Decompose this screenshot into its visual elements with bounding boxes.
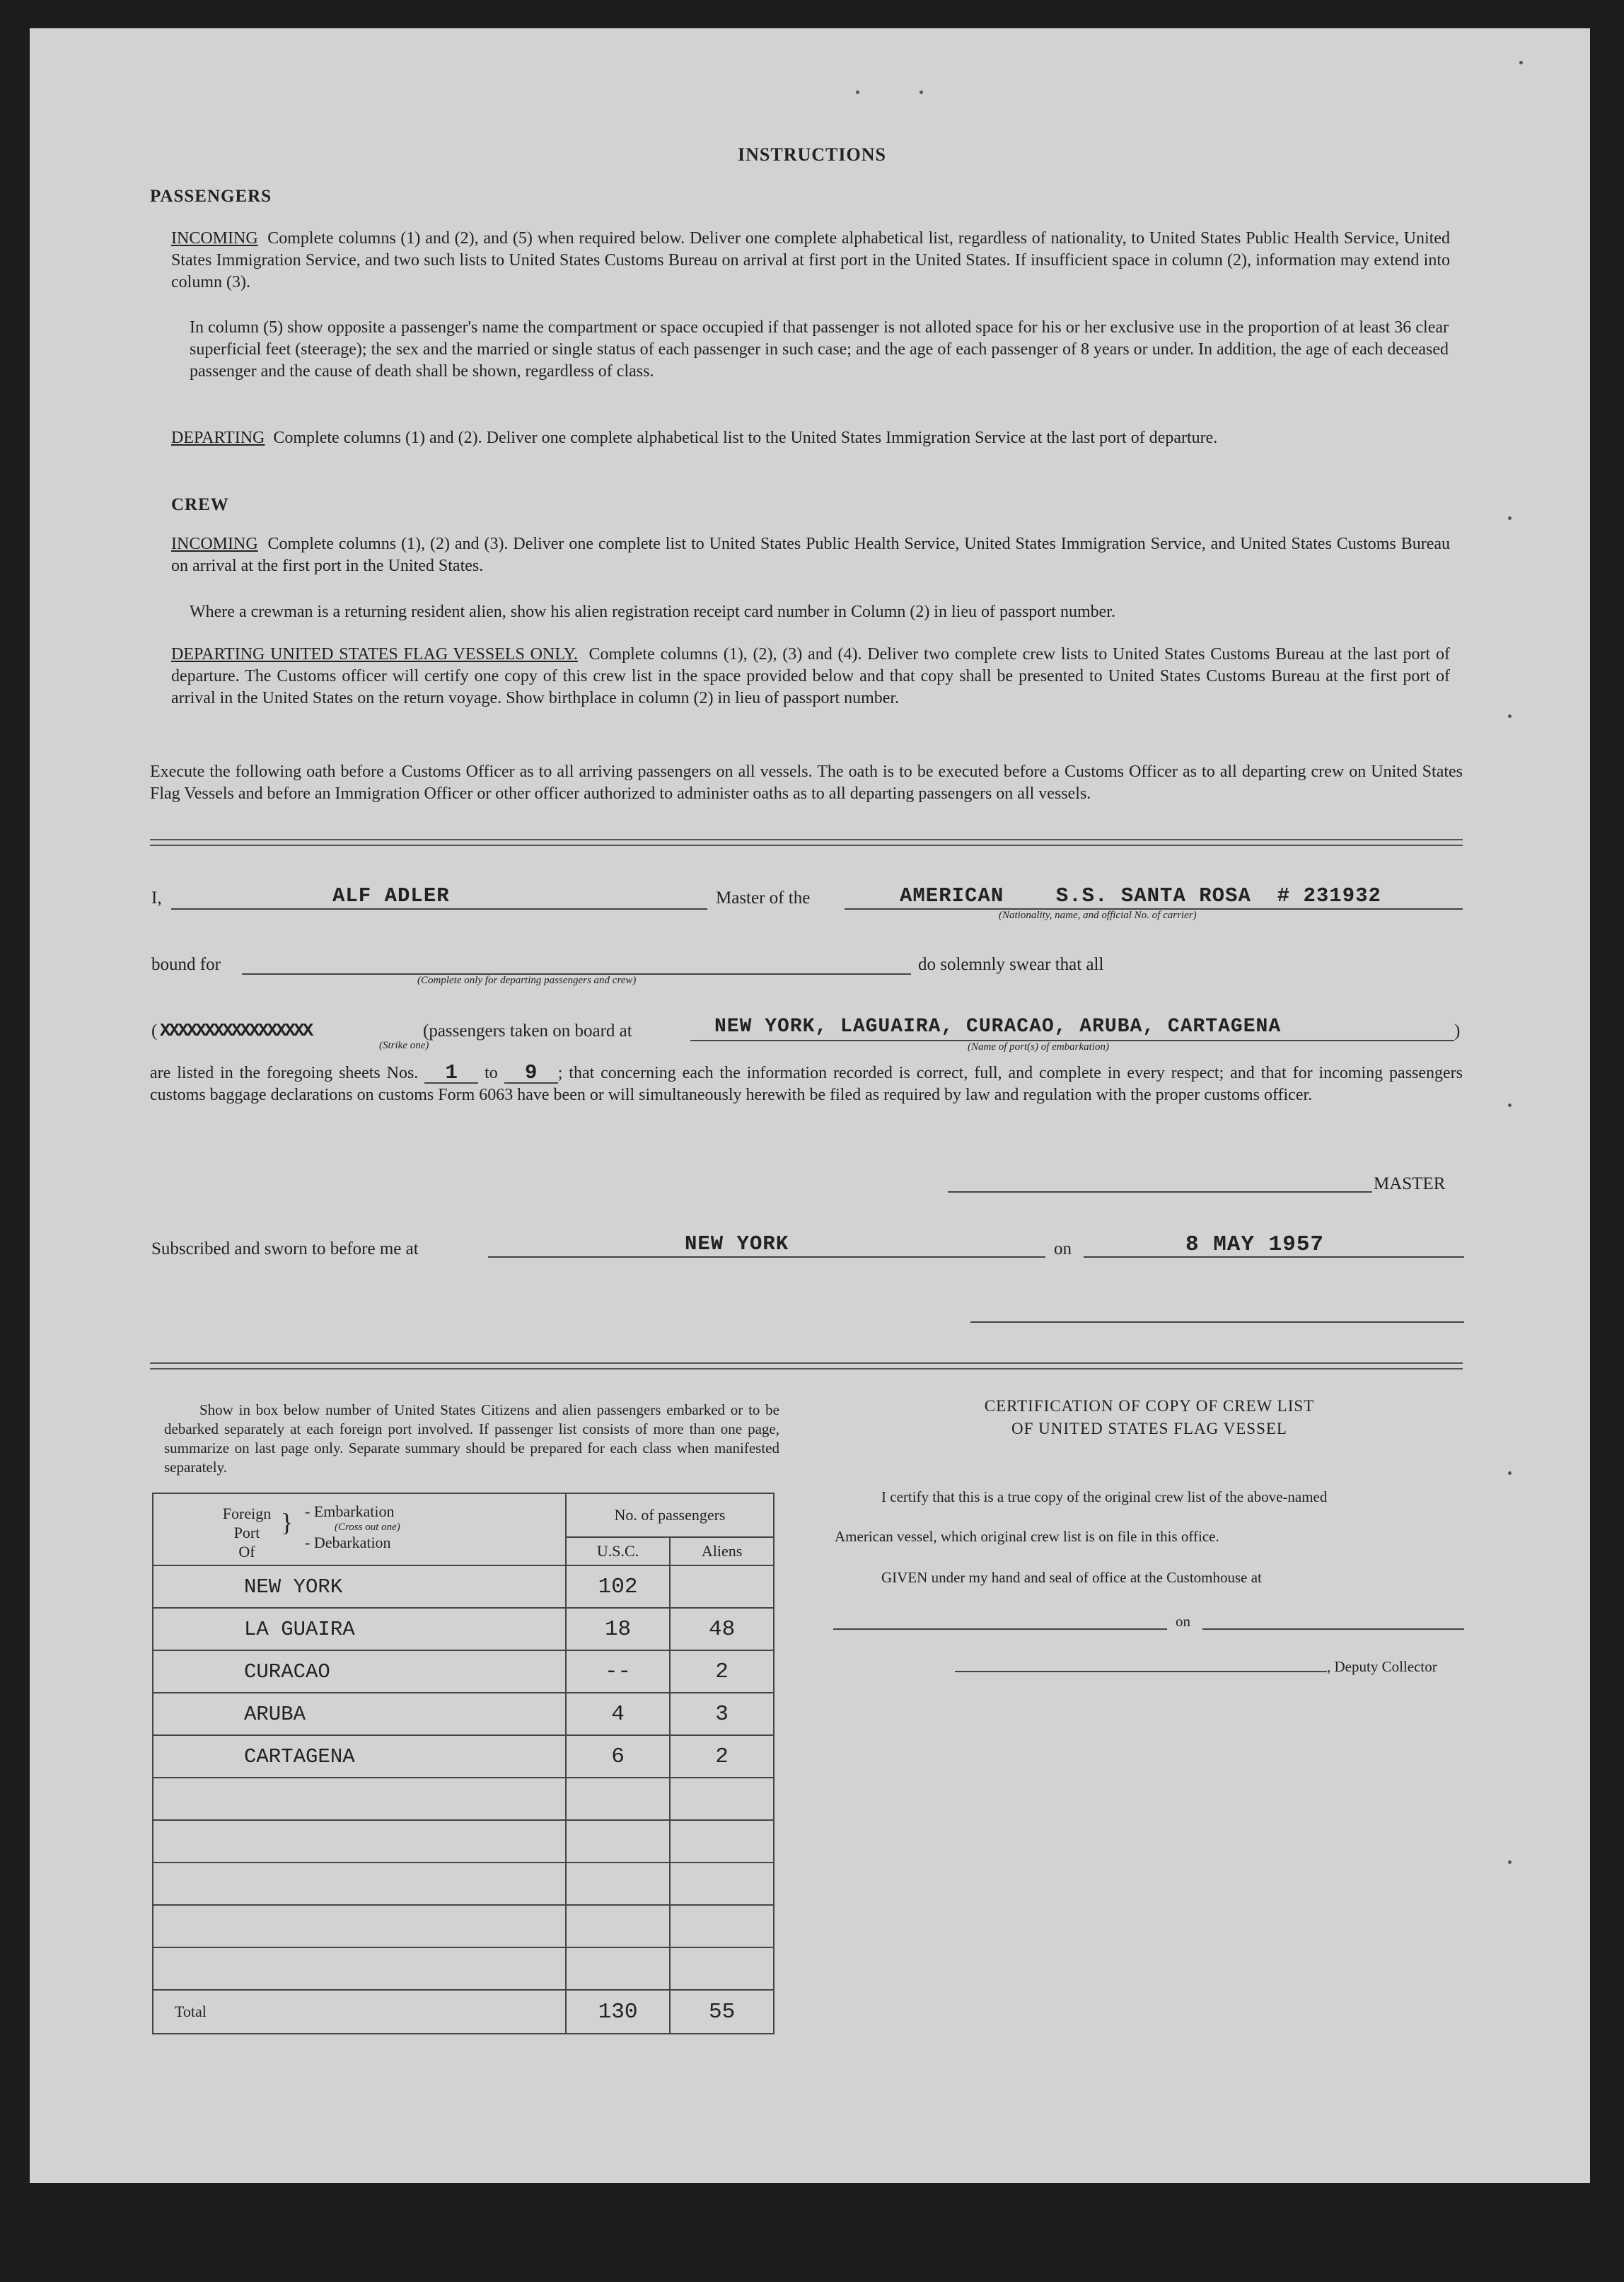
- section-divider: [150, 1362, 1463, 1369]
- row-port: CARTAGENA: [153, 1735, 566, 1778]
- crew-incoming-text: Complete columns (1), (2) and (3). Deliver one complete list to United States Public Health Service, United States Immigration Service, and United States Customs Bureau on arrival at the first port in the United States.: [171, 535, 1450, 575]
- head-embarkation: - Embarkation: [305, 1502, 395, 1520]
- table-row: [153, 1608, 774, 1650]
- instructions-title: INSTRUCTIONS: [738, 144, 886, 165]
- row-aliens: 48: [670, 1608, 774, 1650]
- head-foreign: Foreign: [222, 1505, 272, 1522]
- row-usc: 4: [566, 1693, 670, 1735]
- summary-intro: Show in box below number of United States Citizens and alien passengers embarked or to be debarked separately at each foreign port involved. If passenger list consists of more than one page, summarize on last page only. Separate summary should be prepared for each class when manifested separately.: [164, 1401, 779, 1476]
- crew-heading: CREW: [171, 495, 229, 514]
- master-label: MASTER: [1374, 1174, 1446, 1193]
- crew-incoming-paragraph: [171, 533, 1450, 577]
- carrier-caption: (Nationality, name, and official No. of carrier): [999, 910, 1197, 921]
- passengers-incoming-paragraph: [171, 228, 1450, 294]
- crew-departing-text: Complete columns (1), (2), (3) and (4). Deliver two complete crew lists to United States Customs Bureau at the last port of departure. The Customs officer will certify one copy of this crew list in the space provided below and that copy shall be presented to United States Customs Bureau at the first port of arrival in the United States on the return voyage. Show birthplace in column (2) in lieu of passport number.: [171, 645, 1450, 707]
- certification-text2: American vessel, which original crew list is on file in this office.: [835, 1528, 1219, 1545]
- total-aliens: 55: [670, 1990, 774, 2034]
- sheet-from-value: 1: [424, 1064, 478, 1084]
- speck-mark: [1508, 1471, 1512, 1475]
- ports-caption: (Name of port(s) of embarkation): [968, 1041, 1109, 1053]
- empty-row: [153, 1863, 774, 1905]
- master-name-line: [171, 908, 707, 910]
- listed-text: ; that concerning each the information recorded is correct, full, and complete in every respect; and that for incoming passengers customs baggage declarations on customs Form 6063 have been or will simultaneously herewith be filed as required by law and regulation with the proper customs officer.: [150, 1064, 1463, 1104]
- row-usc: 102: [566, 1565, 670, 1608]
- head-of: Of: [238, 1543, 255, 1560]
- foreign-port-header: Foreign Port Of } - Embarkation (Cross out one) - Debarkation: [153, 1493, 566, 1565]
- column5-paragraph: In column (5) show opposite a passenger's name the compartment or space occupied if that passenger is not alloted space for his or her exclusive use in the proportion of at least 36 clear superficial feet (steerage); the sex and the married or single status of each passenger in such case; and the age of each passenger of 8 years or under. In addition, the age of each deceased passenger and the cause of death shall be shown, regardless of class.: [190, 318, 1449, 381]
- certification-title: [813, 1395, 1485, 1440]
- passengers-incoming-text: Complete columns (1) and (2), and (5) when required below. Deliver one complete alphabetical list, regardless of nationality, to United States Public Health Service, United States Immigration Service, and two such lists to United States Customs Bureau on arrival at first port in the United States. If insufficient space in column (2), information may extend into column (3).: [171, 229, 1450, 291]
- head-cross-out: (Cross out one): [335, 1522, 400, 1533]
- total-label: Total: [153, 1990, 566, 2034]
- struck-crew-text: XXXXXXXXXXXXXXXXX: [160, 1020, 312, 1041]
- customhouse-line: [833, 1628, 1167, 1630]
- row-aliens: 2: [670, 1650, 774, 1693]
- ports-value: NEW YORK, LAGUAIRA, CURACAO, ARUBA, CARTAGENA: [714, 1016, 1282, 1038]
- speck-mark: [920, 91, 923, 94]
- deputy-signature-line: [955, 1671, 1327, 1672]
- passengers-departing-paragraph: [171, 427, 1450, 449]
- speck-mark: [1508, 1860, 1512, 1864]
- passenger-summary-table: [152, 1493, 775, 2034]
- sworn-place-line: [488, 1256, 1045, 1258]
- oath-i-label: I,: [151, 888, 162, 908]
- row-port: NEW YORK: [153, 1565, 566, 1608]
- crew-incoming-label: INCOMING: [171, 535, 258, 553]
- certification-title-line1: CERTIFICATION OF COPY OF CREW LIST: [984, 1397, 1315, 1415]
- deputy-collector-label: , Deputy Collector: [1327, 1658, 1437, 1675]
- row-port: ARUBA: [153, 1693, 566, 1735]
- certification-text1: I certify that this is a true copy of the original crew list of the above-named: [881, 1488, 1328, 1505]
- passengers-heading: PASSENGERS: [150, 187, 272, 206]
- sworn-place-value: NEW YORK: [685, 1232, 789, 1256]
- table-row: [153, 1565, 774, 1608]
- listed-label: are listed in the foregoing sheets Nos.: [150, 1064, 419, 1082]
- passengers-taken-label: (passengers taken on board at: [423, 1021, 632, 1041]
- passengers-incoming-label: INCOMING: [171, 229, 258, 248]
- head-aliens: Aliens: [670, 1537, 774, 1565]
- table-row: [153, 1693, 774, 1735]
- master-of-label: Master of the: [716, 888, 811, 908]
- sworn-on-label: on: [1054, 1239, 1072, 1258]
- empty-row: [153, 1947, 774, 1990]
- officer-signature-line: [970, 1321, 1464, 1323]
- close-paren: ): [1454, 1021, 1461, 1041]
- crew-alien-paragraph: Where a crewman is a returning resident alien, show his alien registration receipt card number in Column (2) in lieu of passport number.: [190, 603, 1115, 621]
- head-port: Port: [233, 1524, 260, 1541]
- row-usc: --: [566, 1650, 670, 1693]
- certification-on-label: on: [1176, 1613, 1190, 1630]
- carrier-value: AMERICAN S.S. SANTA ROSA # 231932: [900, 884, 1381, 908]
- certification-title-line2: OF UNITED STATES FLAG VESSEL: [1011, 1420, 1287, 1437]
- open-paren: (: [151, 1021, 158, 1041]
- row-aliens: 2: [670, 1735, 774, 1778]
- row-aliens: [670, 1565, 774, 1608]
- row-port: LA GUAIRA: [153, 1608, 566, 1650]
- swear-text: do solemnly swear that all: [918, 955, 1104, 974]
- crew-departing-label: DEPARTING UNITED STATES FLAG VESSELS ONLY.: [171, 645, 578, 664]
- speck-mark: [1519, 61, 1523, 64]
- bound-for-label: bound for: [151, 955, 221, 974]
- total-row: [153, 1990, 774, 2034]
- speck-mark: [1508, 714, 1512, 718]
- head-no-passengers: No. of passengers: [566, 1493, 774, 1537]
- oath-intro: Execute the following oath before a Customs Officer as to all arriving passengers on all vessels. The oath is to be executed before a Customs Officer as to all departing crew on United States Flag Vessels and before an Immigration Officer or other officer authorized to administer oaths as to all departing passengers on all vessels.: [150, 763, 1463, 803]
- sworn-date-value: 8 MAY 1957: [1185, 1232, 1325, 1257]
- passengers-departing-label: DEPARTING: [171, 429, 265, 447]
- subscribed-label: Subscribed and sworn to before me at: [151, 1239, 419, 1258]
- certification-date-line: [1202, 1628, 1464, 1630]
- speck-mark: [1508, 516, 1512, 520]
- empty-row: [153, 1778, 774, 1820]
- row-aliens: 3: [670, 1693, 774, 1735]
- sheet-to-value: 9: [504, 1064, 558, 1084]
- passengers-departing-text: Complete columns (1) and (2). Deliver one complete alphabetical list to the United States Immigration Service at the last port of departure.: [273, 429, 1218, 447]
- total-usc: 130: [566, 1990, 670, 2034]
- row-usc: 6: [566, 1735, 670, 1778]
- empty-row: [153, 1905, 774, 1947]
- certification-text3: GIVEN under my hand and seal of office at the Customhouse at: [881, 1569, 1262, 1586]
- section-divider: [150, 839, 1463, 846]
- row-usc: 18: [566, 1608, 670, 1650]
- speck-mark: [856, 91, 859, 94]
- crew-departing-paragraph: [171, 644, 1450, 709]
- head-debarkation: - Debarkation: [305, 1534, 391, 1551]
- speck-mark: [1508, 1104, 1512, 1107]
- master-signature-line: [948, 1191, 1372, 1193]
- bound-for-caption: (Complete only for departing passengers and crew): [417, 975, 637, 986]
- head-usc: U.S.C.: [566, 1537, 670, 1565]
- table-row: [153, 1650, 774, 1693]
- row-port: CURACAO: [153, 1650, 566, 1693]
- to-label: to: [485, 1064, 498, 1082]
- empty-row: [153, 1820, 774, 1863]
- listed-paragraph: [150, 1062, 1463, 1106]
- table-row: [153, 1735, 774, 1778]
- master-name-value: ALF ADLER: [332, 884, 450, 908]
- strike-caption: (Strike one): [379, 1040, 429, 1051]
